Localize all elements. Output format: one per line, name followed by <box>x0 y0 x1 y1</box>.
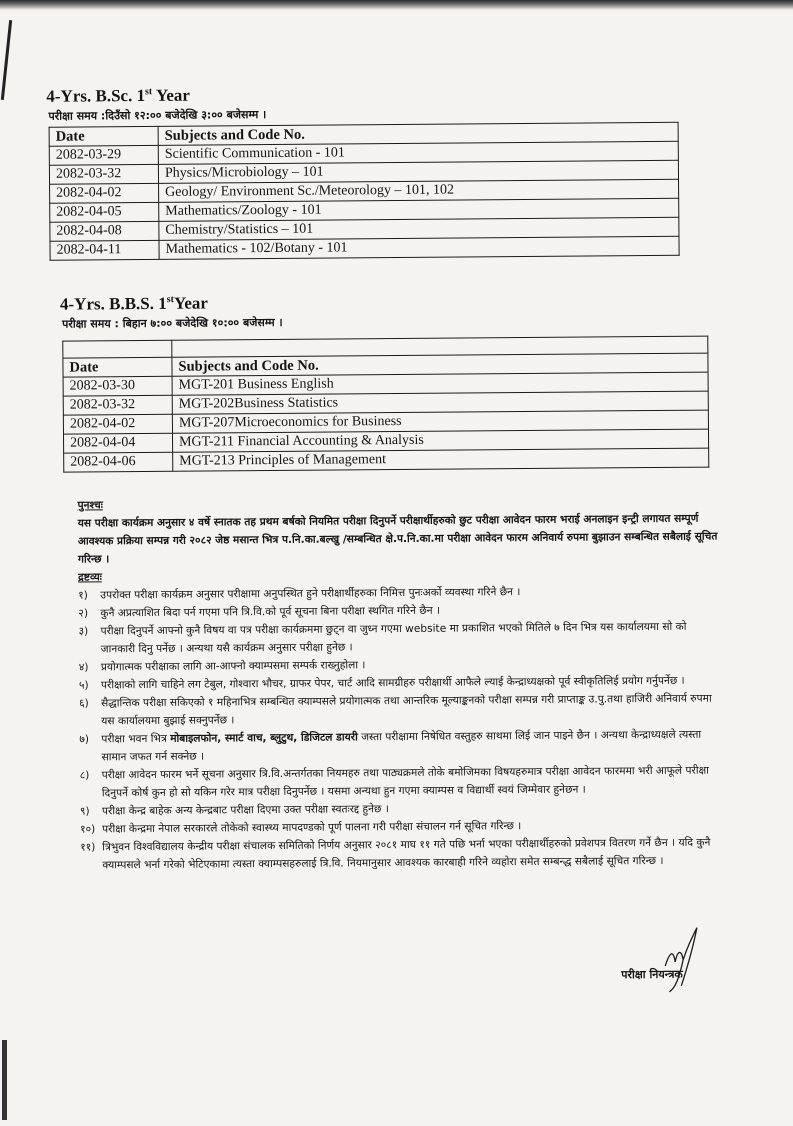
row-subject: Geology/ Environment Sc./Meteorology – 101, 102 <box>159 179 679 202</box>
item-text: परीक्षा केन्द्र बाहेक अन्य केन्द्रबाट परीक्षा दिएमा उक्त परीक्षा स्वतःरद्द हुनेछ । <box>101 803 389 818</box>
row-date: 2082-03-29 <box>49 145 158 165</box>
punascha-text: यस परीक्षा कार्यक्रम अनुसार ४ वर्षे स्नातक तह प्रथम बर्षको नियमित परीक्षा दिनुपर्ने परीक्षार्थीहरुको छुट परीक्षा आवेदन फारम भराई अनलाइन इन्ट्री लगायत सम्पूर्ण आवश्यक प्रक्रिया सम्पन्न गरी २०८२ जेष्ठ मसान्त भित्र प.नि.का.बल्खु /सम्बन्धित क्षे.प.नि.का.मा परीक्षा आवेदन फारम अनिवार्य रुपमा बुझाउन सम्बन्धित सबैलाई सूचित गरिन्छ । <box>77 512 718 566</box>
list-item <box>78 618 718 659</box>
item-number: ८) <box>79 769 90 782</box>
handwritten-signature <box>623 917 734 998</box>
row-date: 2082-04-11 <box>50 240 159 260</box>
drashtavya-label: द्रष्टव्यः <box>78 571 102 584</box>
row-subject: Physics/Microbiology – 101 <box>158 160 678 183</box>
header-subjects: Subjects and Code No. <box>172 353 708 376</box>
item-text-pre: परीक्षा भवन भित्र <box>101 732 171 746</box>
row-date: 2082-04-04 <box>64 433 173 453</box>
row-subject: Scientific Communication - 101 <box>158 141 678 164</box>
row-subject: Mathematics/Zoology - 101 <box>159 198 679 221</box>
row-subject: MGT-211 Financial Accounting & Analysis <box>172 429 708 452</box>
bbs-section-title <box>60 294 208 315</box>
item-number: ४) <box>78 661 89 674</box>
row-date: 2082-04-06 <box>64 452 173 472</box>
table-row <box>64 448 709 472</box>
row-date: 2082-04-05 <box>50 202 159 222</box>
item-text <box>101 725 719 766</box>
bsc-title-main: 4-Yrs. B.Sc. 1 <box>46 85 146 106</box>
punascha-label: पुनश्चः <box>77 499 103 512</box>
item-text: परीक्षाको लागि चाहिने लग टेबुल, गोश्वारा भौचर, ग्राफर पेपर, चार्ट आदि सामग्रीहरु परीक्षार्थी आफैले ल्याई केन्द्राध्यक्षको पूर्व स्वीकृतिलिई प्रयोग गर्नुपर्नेछ । <box>100 674 685 692</box>
list-item <box>79 689 719 730</box>
table-row <box>50 236 679 260</box>
item-text: कुनै अप्रत्याशित बिदा पर्न गएमा पनि त्रि.वि.को पूर्व सूचना बिना परीक्षा स्थगित गरिने छैन । <box>100 604 441 620</box>
item-text: परीक्षा दिनुपर्ने आफ्नो कुनै विषय वा पत्र परीक्षा कार्यक्रममा छुट्न वा जुध्न गएमा website मा प्रकाशित भएको मितिले ७ दिन भित्र यस कार्यालयमा सो को जानकारी दिनु पर्नेछ । अन्यथा यसै कार्यक्रम अनुसार परीक्षा हुनेछ । <box>100 620 687 656</box>
list-item <box>80 833 720 874</box>
row-date: 2082-03-32 <box>63 395 172 415</box>
item-number: ११) <box>80 841 96 854</box>
bbs-title-end: Year <box>173 293 209 313</box>
header-date: Date <box>63 357 172 377</box>
prohibited-items: मोबाइलफोन, स्मार्ट वाच, ब्लुटुथ, डिजिटल डायरी <box>170 731 358 745</box>
bsc-section-title <box>46 86 190 107</box>
item-number: १०) <box>80 823 96 836</box>
bsc-title-sup: st <box>144 86 153 98</box>
item-number: २) <box>78 607 89 620</box>
item-text: परीक्षा केन्द्रमा नेपाल सरकारले तोकेको स्वास्थ्य मापदण्डको पूर्ण पालना गरी परीक्षा संचालन गर्न सूचित गरिन्छ । <box>102 820 522 836</box>
row-subject: MGT-202Business Statistics <box>172 391 708 414</box>
item-number: ९) <box>79 805 90 818</box>
list-item <box>80 761 720 802</box>
bbs-title-sup: st <box>166 294 174 306</box>
bbs-exam-time: परीक्षा समय : बिहान ७:०० बजेदेखि १०:०० बजेसम्म । <box>62 315 283 331</box>
bbs-schedule-table <box>62 336 709 473</box>
row-date: 2082-03-30 <box>63 376 172 396</box>
item-text: उपरोक्त परीक्षा कार्यक्रम अनुसार परीक्षामा अनुपस्थित हुने परीक्षार्थीहरुका निमित्त पुनःअर्को व्यवस्था गरिने छैन । <box>100 586 521 602</box>
row-date: 2082-04-02 <box>63 414 172 434</box>
item-text: त्रिभुवन विश्वविद्यालय केन्द्रीय परीक्षा संचालक समितिको निर्णय अनुसार २०८१ माघ ११ गते पछि भर्ना भएका परीक्षार्थीहरुको प्रवेशपत्र वितरण गर्ने छैन । यदि कुनै क्याम्पसले भर्ना गरेको भेटिएकामा त्यस्ता क्याम्पसहरुलाई त्रि.वि. नियमानुसार आवश्यक कारबाही गरिने व्यहोरा समेत सम्बन्द्ध सबैलाई सूचित गरिन्छ । <box>102 836 711 872</box>
row-date: 2082-04-08 <box>50 221 159 241</box>
item-number: ६) <box>79 697 89 710</box>
list-item <box>79 725 719 766</box>
item-text: प्रयोगात्मक परीक्षाका लागि आ-आफ्नो क्याम्पसमा सम्पर्क राख्नुहोला । <box>100 659 366 674</box>
row-date: 2082-04-02 <box>50 183 159 203</box>
row-date: 2082-03-32 <box>49 164 158 184</box>
header-subjects: Subjects and Code No. <box>158 122 678 145</box>
row-subject: MGT-201 Business English <box>172 372 708 395</box>
item-text-post: जस्ता परीक्षामा निषेधित वस्तुहरु साथमा लिई जान पाइने छैन । अन्यथा केन्द्राध्यक्षले त्यस्ता सामान जफत गर्न सक्नेछ । <box>101 728 702 764</box>
item-text: परीक्षा आवेदन फारम भर्ने सूचना अनुसार त्रि.वि.अन्तर्गतका नियमहरु तथा पाठ्यक्रमले तोके बमोजिमका विषयहरुमात्र परीक्षा आवेदन फारममा भरी आफूले परीक्षा दिनुपर्ने कोर्ष कुन हो सो यकिन गरेर मात्र परीक्षा दिनुपर्नेछ । यसमा अन्यथा हुन गएमा क्याम्पस व विद्यार्थी स्वयं जिम्मेवार हुनेछन । <box>101 764 709 800</box>
header-blank-date <box>63 340 172 358</box>
bsc-title-end: Year <box>152 85 190 105</box>
header-date: Date <box>49 126 158 146</box>
bbs-title-main: 4-Yrs. B.B.S. 1 <box>59 293 167 314</box>
item-number: ३) <box>78 625 89 638</box>
row-subject: Chemistry/Statistics – 101 <box>159 217 679 240</box>
notes-section <box>77 492 720 875</box>
row-subject: MGT-213 Principles of Management <box>173 448 709 471</box>
item-number: १) <box>78 589 88 602</box>
row-subject: MGT-207Microeconomics for Business <box>172 410 708 433</box>
signature-label: परीक्षा नियन्त्रक <box>621 967 683 982</box>
item-number: ५) <box>78 679 89 692</box>
row-subject: Mathematics - 102/Botany - 101 <box>159 236 679 259</box>
item-text: सैद्धान्तिक परीक्षा सकिएको १ महिनाभित्र सम्बन्धित क्याम्पसले प्रयोगात्मक तथा आन्तरिक मूल्याङ्कनको परीक्षा सम्पन्न गरी प्राप्ताङ्क उ.पु.तथा हाजिरी अनिवार्य रुपमा यस कार्यालयमा बुझाई सक्नुपर्नेछ । <box>101 692 712 728</box>
bsc-exam-time: परीक्षा समय :दिउँसो १२:०० बजेदेखि ३:०० बजेसम्म । <box>48 108 267 123</box>
item-number: ७) <box>79 733 90 746</box>
bsc-schedule-table <box>49 122 680 261</box>
